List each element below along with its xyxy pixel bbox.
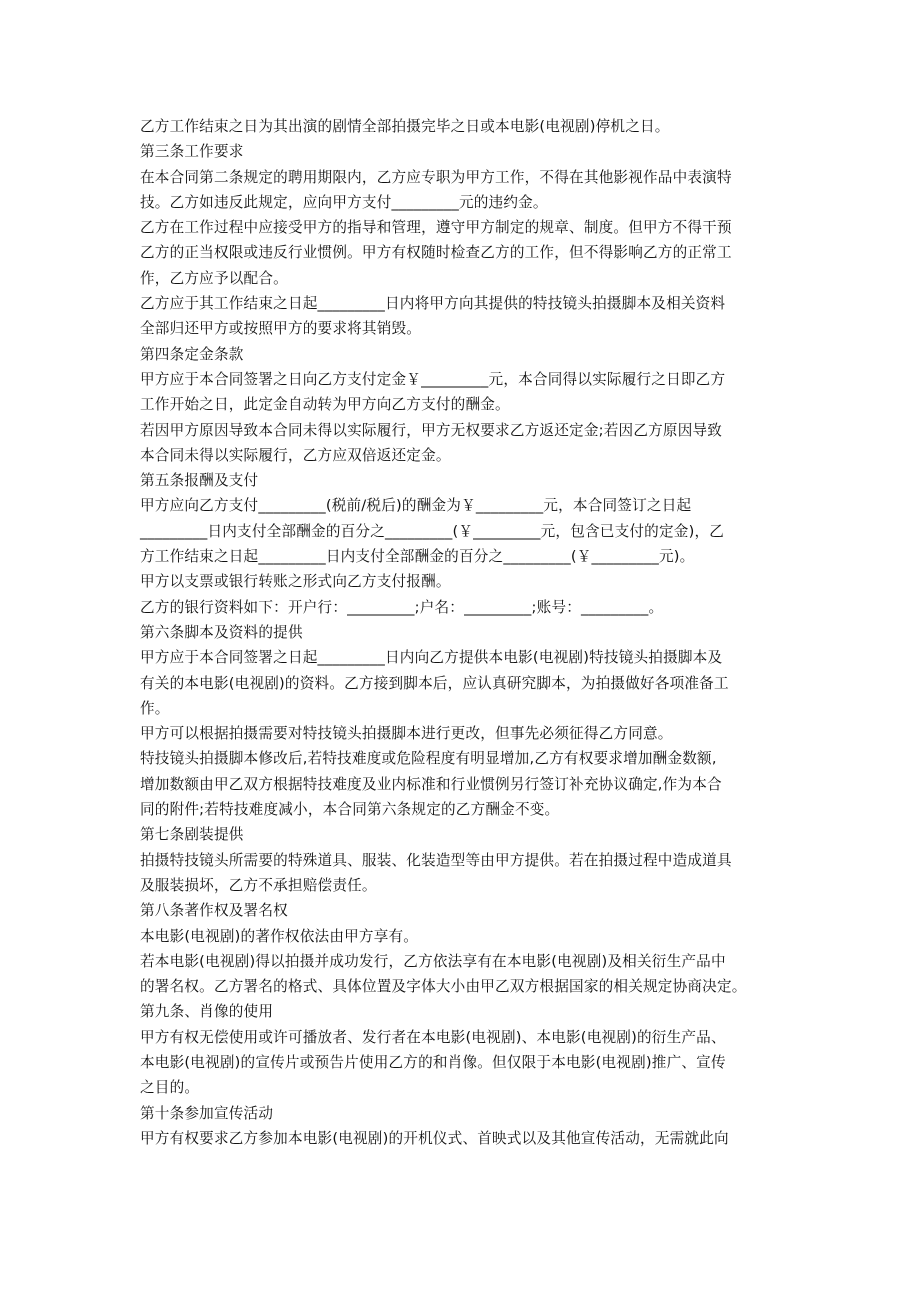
paragraph-line: 技。乙方如违反此规定，应向甲方支付_________元的违约金。 — [140, 193, 548, 211]
section-heading: 第六条脚本及资料的提供 — [140, 623, 303, 641]
paragraph-line: 同的附件;若特技难度减小，本合同第六条规定的乙方酬金不变。 — [140, 801, 560, 819]
document-body — [140, 114, 782, 1151]
paragraph-line: 工作开始之日，此定金自动转为甲方向乙方支付的酬金。 — [140, 396, 510, 414]
paragraph-line: 特技镜头拍摄脚本修改后,若特技难度或危险程度有明显增加,乙方有权要求增加酬金数额, — [140, 750, 717, 768]
paragraph-line: 甲方以支票或银行转账之形式向乙方支付报酬。 — [140, 573, 451, 591]
paragraph-line: 及服装损坏，乙方不承担赔偿责任。 — [140, 876, 377, 894]
paragraph-line: 乙方在工作过程中应接受甲方的指导和管理，遵守甲方制定的规章、制度。但甲方不得干预 — [140, 219, 732, 237]
paragraph-line: 作，乙方应予以配合。 — [140, 269, 288, 287]
paragraph-line: 甲方应于本合同签署之日起_________日内向乙方提供本电影(电视剧)特技镜头拍摄脚本及 — [140, 649, 723, 667]
paragraph-line: 若本电影(电视剧)得以拍摄并成功发行，乙方依法享有在本电影(电视剧)及相关衍生产品中 — [140, 952, 726, 970]
paragraph-line: 甲方可以根据拍摄需要对特技镜头拍摄脚本进行更改，但事先必须征得乙方同意。 — [140, 725, 673, 743]
paragraph-line: 本电影(电视剧)的宣传片或预告片使用乙方的和肖像。但仅限于本电影(电视剧)推广、宣传 — [140, 1053, 726, 1071]
paragraph-line: 的署名权。乙方署名的格式、具体位置及字体大小由甲乙双方根据国家的相关规定协商决定。 — [140, 978, 747, 996]
paragraph-line: 增加数额由甲乙双方根据特技难度及业内标准和行业惯例另行签订补充协议确定,作为本合 — [140, 775, 722, 793]
paragraph-line: 作。 — [140, 699, 170, 717]
paragraph-line: 全部归还甲方或按照甲方的要求将其销毁。 — [140, 320, 422, 338]
paragraph-line: _________日内支付全部酬金的百分之_________(￥_________元，包含已支付的定金)，乙 — [140, 522, 725, 540]
paragraph-line: 甲方应于本合同签署之日向乙方支付定金￥_________元，本合同得以实际履行之日即乙方 — [140, 370, 726, 388]
paragraph-line: 甲方有权无偿使用或许可播放者、发行者在本电影(电视剧)、本电影(电视剧)的衍生产品、 — [140, 1028, 726, 1046]
paragraph-line: 之目的。 — [140, 1079, 200, 1097]
section-heading: 第十条参加宣传活动 — [140, 1104, 274, 1122]
section-heading: 第四条定金条款 — [140, 345, 244, 363]
section-heading: 第七条剧装提供 — [140, 826, 244, 844]
section-heading: 第三条工作要求 — [140, 143, 244, 161]
paragraph-line: 在本合同第二条规定的聘用期限内，乙方应专职为甲方工作，不得在其他影视作品中表演特 — [140, 168, 732, 186]
paragraph-line: 若因甲方原因导致本合同未得以实际履行，甲方无权要求乙方返还定金;若因乙方原因导致 — [140, 421, 723, 439]
paragraph-line: 甲方应向乙方支付_________(税前/税后)的酬金为￥_________元，本合同签订之日起 — [140, 497, 692, 515]
section-heading: 第五条报酬及支付 — [140, 472, 259, 490]
paragraph-line: 本合同未得以实际履行，乙方应双倍返还定金。 — [140, 446, 451, 464]
paragraph-line: 拍摄特技镜头所需要的特殊道具、服装、化装造型等由甲方提供。若在拍摄过程中造成道具 — [140, 851, 732, 869]
section-heading: 第九条、肖像的使用 — [140, 1003, 274, 1021]
paragraph-line: 有关的本电影(电视剧)的资料。乙方接到脚本后，应认真研究脚本，为拍摄做好各项准备工 — [140, 674, 729, 692]
section-heading: 第八条著作权及署名权 — [140, 902, 288, 920]
paragraph-line: 乙方的银行资料如下：开户行：_________;户名：_________;账号：_________。 — [140, 598, 664, 616]
paragraph-line: 方工作结束之日起_________日内支付全部酬金的百分之_________(￥_________元)。 — [140, 548, 695, 566]
paragraph-line: 甲方有权要求乙方参加本电影(电视剧)的开机仪式、首映式以及其他宣传活动，无需就此向 — [140, 1129, 729, 1147]
paragraph-line: 乙方应于其工作结束之日起_________日内将甲方向其提供的特技镜头拍摄脚本及相关资料 — [140, 295, 726, 313]
paragraph-line: 本电影(电视剧)的著作权依法由甲方享有。 — [140, 927, 419, 945]
paragraph-line: 乙方工作结束之日为其出演的剧情全部拍摄完毕之日或本电影(电视剧)停机之日。 — [140, 118, 670, 135]
paragraph-line: 乙方的正当权限或违反行业惯例。甲方有权随时检查乙方的工作，但不得影响乙方的正常工 — [140, 244, 732, 262]
